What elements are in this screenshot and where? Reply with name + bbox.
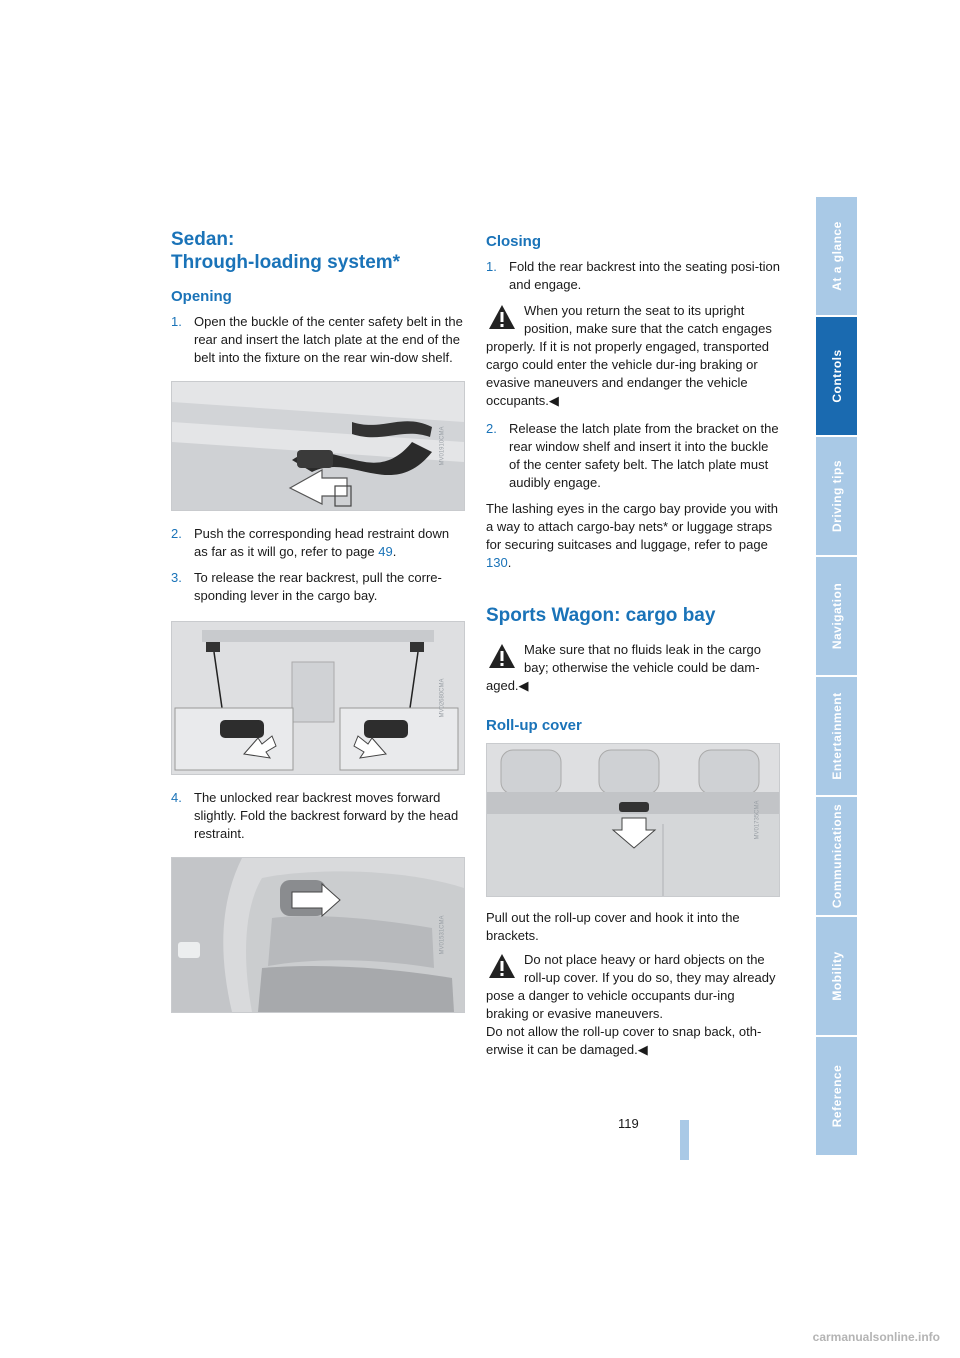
tab-reference[interactable] bbox=[816, 1037, 857, 1155]
figure-code: MV01531CMA bbox=[439, 915, 446, 955]
figure-code: MV02680CMA bbox=[439, 678, 446, 718]
lashing-text-end: . bbox=[507, 555, 512, 570]
close-step-1 bbox=[486, 258, 780, 294]
figure-release-levers bbox=[171, 621, 465, 775]
section-title-sedan bbox=[171, 228, 463, 274]
step-number: 3. bbox=[171, 570, 182, 585]
warning-text: Make sure that no fluids leak in the cargo bay; otherwise the vehicle could be dam-aged.◀ bbox=[486, 642, 762, 693]
tab-label: Mobility bbox=[829, 951, 844, 1001]
figure-belt-latch bbox=[171, 381, 465, 511]
page-link-49[interactable]: 49 bbox=[378, 544, 393, 559]
step-1 bbox=[171, 313, 463, 367]
warning-fluids bbox=[486, 641, 780, 695]
right-column bbox=[486, 228, 780, 1069]
tab-label: Navigation bbox=[829, 582, 844, 650]
step-number: 2. bbox=[486, 421, 497, 436]
section-title-wagon: Sports Wagon: cargo bay bbox=[486, 605, 716, 626]
left-column bbox=[171, 228, 463, 1013]
tab-navigation[interactable] bbox=[816, 557, 857, 675]
belt-latch-illustration bbox=[172, 382, 464, 510]
title-line2: Through-loading system* bbox=[171, 252, 401, 273]
warning-text-2: Do not allow the roll-up cover to snap back, oth-erwise it can be damaged.◀ bbox=[486, 1024, 762, 1057]
step-number: 1. bbox=[486, 259, 497, 274]
figure-rollup-cover bbox=[486, 743, 780, 897]
step-text: Fold the rear backrest into the seating posi-tion and engage. bbox=[509, 259, 780, 292]
tab-label: Entertainment bbox=[829, 692, 844, 780]
tab-label: Communications bbox=[829, 803, 844, 909]
step-text: The unlocked rear backrest moves forward slightly. Fold the backrest forward by the head restraint. bbox=[194, 790, 459, 841]
title-line1: Sedan: bbox=[171, 229, 235, 250]
page-link-130[interactable]: 130 bbox=[486, 555, 508, 570]
release-levers-illustration bbox=[172, 622, 464, 774]
tab-label: Reference bbox=[829, 1064, 844, 1128]
warning-icon bbox=[488, 304, 516, 330]
warning-text: Do not place heavy or hard objects on the roll-up cover. If you do so, they may already pose a danger to vehicle occupants dur-ing braking or evasive maneuvers. bbox=[486, 952, 776, 1021]
tab-label: Driving tips bbox=[829, 459, 844, 533]
step-text: To release the rear backrest, pull the corre-sponding lever in the cargo bay. bbox=[194, 570, 442, 603]
lashing-text: The lashing eyes in the cargo bay provide you with a way to attach cargo-bay nets* or luggage straps for securing suitcases and luggage, refer to page bbox=[486, 501, 778, 552]
chapter-sidebar bbox=[816, 197, 857, 1159]
warning-icon bbox=[488, 953, 516, 979]
warning-latch bbox=[486, 302, 780, 410]
warning-text: When you return the seat to its upright position, make sure that the catch engages properly. If it is not properly engaged, transported cargo could enter the vehicle dur-ing braking or evasive maneuvers and endanger the vehicle occupants.◀ bbox=[486, 303, 772, 408]
tab-at-a-glance[interactable] bbox=[816, 197, 857, 315]
figure-fold-backrest bbox=[171, 857, 465, 1013]
step-text: Release the latch plate from the bracket on the rear window shelf and insert it into the buckle of the center safety belt. The latch plate must audibly engage. bbox=[509, 421, 779, 490]
figure-code: MV01910CMA bbox=[439, 426, 446, 466]
step-3 bbox=[171, 569, 463, 605]
step-text: Push the corresponding head restraint down as far as it will go, refer to page bbox=[194, 526, 450, 559]
footer-watermark: carmanualsonline.info bbox=[812, 1330, 940, 1344]
rollup-paragraph: Pull out the roll-up cover and hook it into the brackets. bbox=[486, 910, 740, 943]
step-number: 4. bbox=[171, 790, 182, 805]
figure-code: MV01735CMA bbox=[754, 800, 761, 840]
warning-icon bbox=[488, 643, 516, 669]
tab-entertainment[interactable] bbox=[816, 677, 857, 795]
step-number: 2. bbox=[171, 526, 182, 541]
page-marker-bar bbox=[680, 1120, 689, 1160]
step-number: 1. bbox=[171, 314, 182, 329]
warning-heavy-objects bbox=[486, 951, 780, 1059]
opening-heading: Opening bbox=[171, 288, 232, 305]
tab-communications[interactable] bbox=[816, 797, 857, 915]
tab-driving-tips[interactable] bbox=[816, 437, 857, 555]
rollup-cover-illustration bbox=[487, 744, 779, 896]
step-text: Open the buckle of the center safety belt in the rear and insert the latch plate at the end of the belt into the fixture on the rear win-dow shelf. bbox=[194, 314, 463, 365]
step-2 bbox=[171, 525, 463, 561]
tab-controls[interactable] bbox=[816, 317, 857, 435]
tab-mobility[interactable] bbox=[816, 917, 857, 1035]
close-step-2 bbox=[486, 420, 780, 492]
step-text-end: . bbox=[392, 544, 397, 559]
rollup-heading: Roll-up cover bbox=[486, 717, 582, 734]
lashing-paragraph bbox=[486, 500, 780, 572]
tab-label: Controls bbox=[829, 349, 844, 403]
page-number: 119 bbox=[618, 1116, 639, 1131]
step-4 bbox=[171, 789, 463, 843]
fold-backrest-illustration bbox=[172, 858, 464, 1012]
tab-label: At a glance bbox=[829, 221, 844, 291]
closing-heading: Closing bbox=[486, 233, 541, 250]
